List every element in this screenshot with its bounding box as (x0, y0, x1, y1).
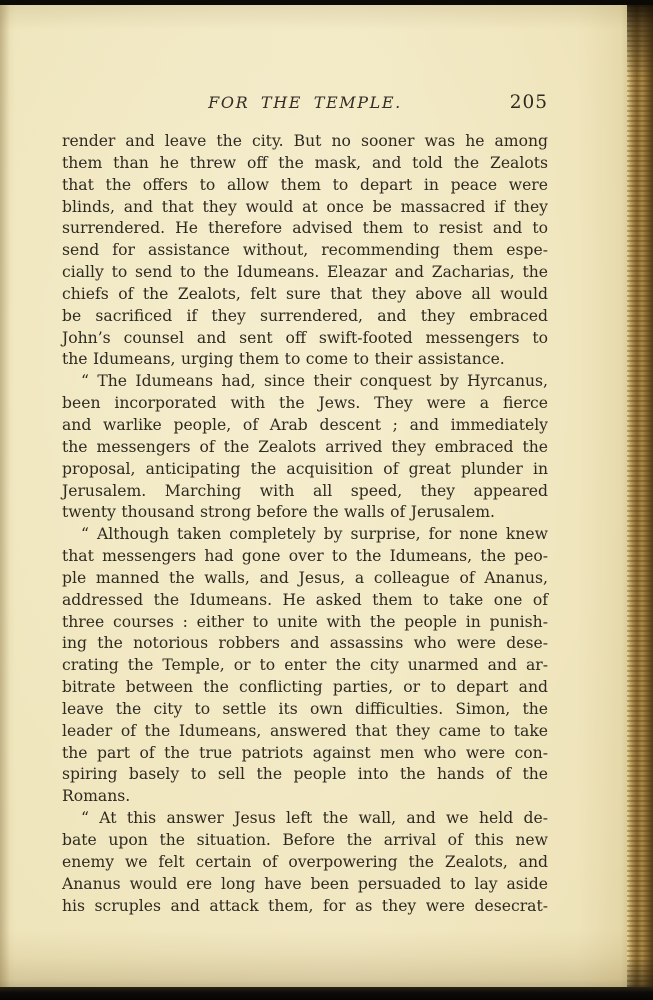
text-line: ple manned the walls, and Jesus, a colleague of Ananus, (62, 568, 548, 587)
text-line: leader of the Idumeans, answered that they came to take (62, 721, 548, 740)
text-line: “ The Idumeans had, since their conquest by Hyrcanus, (81, 372, 548, 391)
text-line: them than he threw off the mask, and told the Zealots (62, 153, 548, 172)
text-line: ing the notorious robbers and assassins who were dese- (62, 634, 548, 653)
paragraph (62, 371, 548, 524)
text-line: crating the Temple, or to enter the city unarmed and ar- (62, 656, 548, 675)
text-line: cially to send to the Idumeans. Eleazar and Zacharias, the (62, 263, 548, 282)
text-line: spiring basely to sell the people into the hands of the (62, 765, 548, 784)
text-line: three courses : either to unite with the people in punish- (62, 612, 548, 631)
page-number: 205 (509, 92, 548, 113)
text-line: send for assistance without, recommending them espe- (62, 241, 548, 260)
paragraph (62, 131, 548, 371)
text-line: Romans. (62, 787, 131, 806)
text-line: blinds, and that they would at once be massacred if they (62, 197, 548, 216)
text-line: his scruples and attack them, for as they were desecrat- (62, 896, 548, 915)
text-line: be sacrificed if they surrendered, and they embraced (62, 306, 548, 325)
text-line: the messengers of the Zealots arrived they embraced the (62, 437, 548, 456)
text-line: and warlike people, of Arab descent ; and immediately (62, 415, 548, 434)
text-line: the Idumeans, urging them to come to their assistance. (62, 350, 505, 369)
paragraph (62, 524, 548, 808)
text-line: that messengers had gone over to the Idumeans, the peo- (62, 547, 548, 566)
text-line: John’s counsel and sent off swift-footed messengers to (62, 328, 548, 347)
text-line: been incorporated with the Jews. They were a fierce (62, 394, 548, 413)
text-line: proposal, anticipating the acquisition of great plunder in (62, 459, 548, 478)
text-line: twenty thousand strong before the walls of Jerusalem. (62, 503, 495, 522)
book-page (0, 4, 627, 988)
text-line: Jerusalem. Marching with all speed, they appeared (62, 481, 548, 500)
text-line: addressed the Idumeans. He asked them to take one of (62, 590, 548, 609)
page-bottom-shade (0, 930, 627, 988)
text-line: “ Although taken completely by surprise, for none knew (81, 525, 548, 544)
paragraph (62, 808, 548, 917)
page-left-shadow (0, 4, 10, 988)
text-line: that the offers to allow them to depart in peace were (62, 175, 548, 194)
text-line: Ananus would ere long have been persuaded to lay aside (62, 874, 548, 893)
running-header (62, 92, 548, 114)
text-line: render and leave the city. But no sooner was he among (62, 132, 548, 150)
body-text (62, 131, 548, 917)
scan-top-edge (0, 0, 653, 5)
text-line: enemy we felt certain of overpowering the Zealots, and (62, 852, 548, 871)
text-line: leave the city to settle its own difficulties. Simon, the (62, 699, 548, 718)
text-line: surrendered. He therefore advised them to resist and to (62, 219, 548, 238)
book-fore-edge (627, 0, 653, 988)
text-line: chiefs of the Zealots, felt sure that they above all would (62, 284, 548, 303)
scan-bottom-edge (0, 987, 653, 1000)
header-title: FOR THE TEMPLE. (208, 93, 402, 112)
text-line: the part of the true patriots against men who were con- (62, 743, 548, 762)
text-line: bitrate between the conflicting parties, or to depart and (62, 678, 548, 697)
text-line: bate upon the situation. Before the arrival of this new (62, 831, 548, 849)
text-line: “ At this answer Jesus left the wall, and we held de- (81, 809, 548, 828)
